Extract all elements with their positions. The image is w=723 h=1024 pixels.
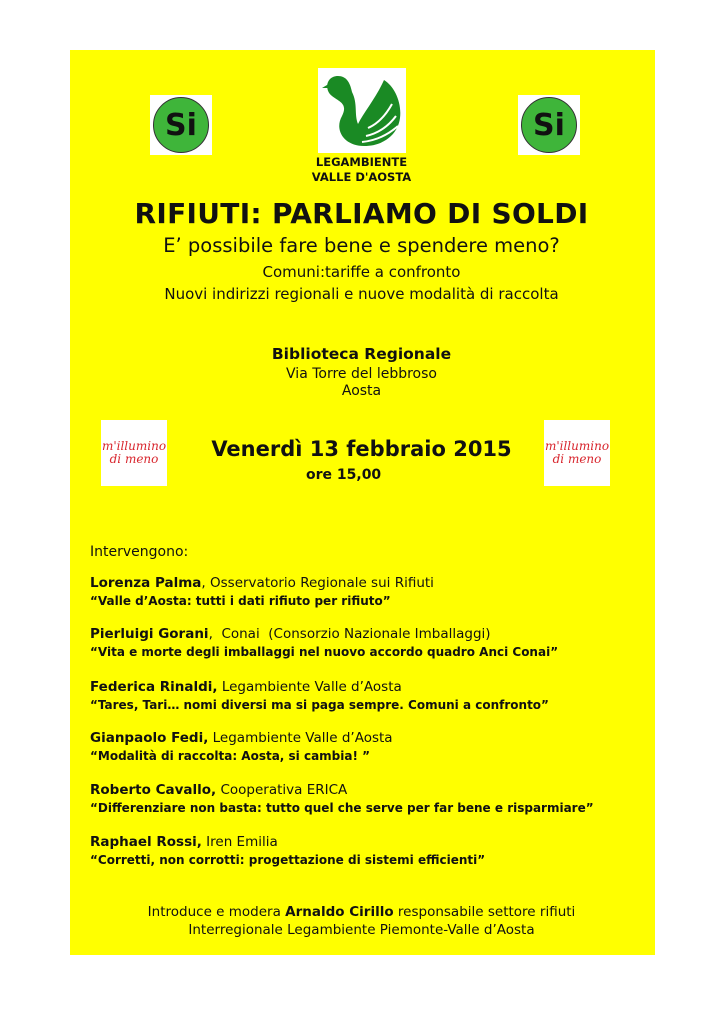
millumino-logo-right: m'illumino di meno [544, 420, 610, 486]
speaker-name: Lorenza Palma [90, 575, 202, 591]
page-title: RIFIUTI: PARLIAMO DI SOLDI [134, 197, 589, 230]
speaker-role: Cooperativa ERICA [216, 782, 348, 798]
si-logo-right [518, 95, 580, 155]
speaker-name: Federica Rinaldi, [90, 679, 218, 695]
speaker-role: Legambiente Valle d’Aosta [208, 730, 393, 746]
legambiente-swan-logo [318, 68, 406, 153]
si-icon: Si [521, 97, 577, 153]
speaker-name: Roberto Cavallo, [90, 782, 217, 798]
poster-background [70, 50, 655, 955]
speaker-role: Conai (Consorzio Nazionale Imballaggi) [212, 626, 491, 642]
speaker-item [90, 730, 393, 763]
speaker-role: Legambiente Valle d’Aosta [217, 679, 402, 695]
speaker-item [90, 834, 485, 867]
subline-2: Nuovi indirizzi regionali e nuove modalità di raccolta [164, 285, 559, 303]
moderator-pre: Introduce e modera [147, 904, 286, 920]
swan-icon [318, 68, 406, 153]
subtitle: E’ possibile fare bene e spendere meno? [163, 234, 560, 257]
separator: , [208, 626, 213, 642]
org-region: VALLE D'AOSTA [311, 170, 412, 184]
si-icon: Si [153, 97, 209, 153]
speaker-item [90, 575, 434, 608]
speaker-talk: “Valle d’Aosta: tutti i dati rifiuto per rifiuto” [90, 594, 391, 608]
moderator-name: Arnaldo Cirillo [285, 904, 394, 920]
speaker-role: Iren Emilia [201, 834, 278, 850]
subline-1: Comuni:tariffe a confronto [262, 263, 461, 281]
speaker-name: Pierluigi Gorani [90, 626, 209, 642]
speaker-name: Raphael Rossi, [90, 834, 202, 850]
org-name: LEGAMBIENTE [315, 155, 408, 169]
speaker-talk: “Tares, Tari… nomi diversi ma si paga sempre. Comuni a confronto” [90, 698, 549, 712]
si-logo-left [150, 95, 212, 155]
separator: , [201, 575, 206, 591]
speaker-talk: “Modalità di raccolta: Aosta, si cambia! ” [90, 749, 371, 763]
event-date: Venerdì 13 febbraio 2015 [211, 437, 512, 461]
speaker-name: Gianpaolo Fedi, [90, 730, 209, 746]
speaker-role: Osservatorio Regionale sui Rifiuti [205, 575, 434, 591]
speaker-item [90, 626, 558, 659]
millumino-logo-left: m'illumino di meno [101, 420, 167, 486]
venue-name: Biblioteca Regionale [271, 345, 452, 363]
event-time: ore 15,00 [306, 467, 382, 483]
moderator-line [0, 904, 723, 920]
speaker-item [90, 679, 549, 712]
moderator-post: responsabile settore rifiuti [393, 904, 576, 920]
speaker-talk: “Differenziare non basta: tutto quel che serve per far bene e risparmiare” [90, 801, 594, 815]
speaker-talk: “Corretti, non corrotti: progettazione di sistemi efficienti” [90, 853, 486, 867]
moderator-org: Interregionale Legambiente Piemonte-Valle d’Aosta [188, 922, 535, 938]
venue-city: Aosta [341, 383, 382, 399]
speaker-talk: “Vita e morte degli imballaggi nel nuovo accordo quadro Anci Conai” [90, 645, 559, 659]
speaker-item [90, 782, 594, 815]
speakers-label: Intervengono: [90, 544, 189, 560]
venue-address: Via Torre del lebbroso [286, 366, 437, 382]
